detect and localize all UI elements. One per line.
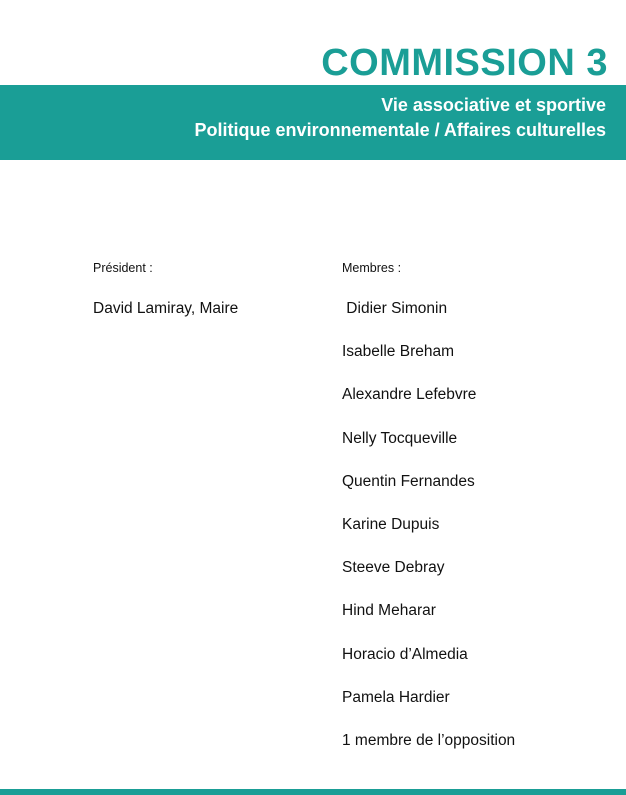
banner-subtitle-line-1: Vie associative et sportive xyxy=(381,95,606,115)
president-label: Président : xyxy=(93,261,153,275)
members-section xyxy=(342,258,516,749)
member-item: 1 membre de l’opposition xyxy=(342,732,516,749)
members-label: Membres : xyxy=(342,261,402,275)
member-item: Horacio d’Almedia xyxy=(342,645,468,663)
member-item: Karine Dupuis xyxy=(342,516,440,533)
member-item: Isabelle Breham xyxy=(342,343,455,361)
member-item: Hind Meharar xyxy=(342,602,436,620)
header-banner xyxy=(0,85,626,160)
member-item: Alexandre Lefebvre xyxy=(342,386,477,404)
president-name: David Lamiray, Maire xyxy=(93,300,239,317)
member-item: Steeve Debray xyxy=(342,559,445,577)
member-item: Didier Simonin xyxy=(342,300,448,317)
banner-subtitle-line-2: Politique environnementale / Affaires culturelles xyxy=(194,120,606,140)
member-item: Pamela Hardier xyxy=(342,688,450,706)
member-item: Quentin Fernandes xyxy=(342,472,475,490)
member-item: Nelly Tocqueville xyxy=(342,429,458,447)
page-title: COMMISSION 3 xyxy=(321,42,608,84)
president-section xyxy=(93,258,239,317)
footer-bar xyxy=(0,789,626,795)
